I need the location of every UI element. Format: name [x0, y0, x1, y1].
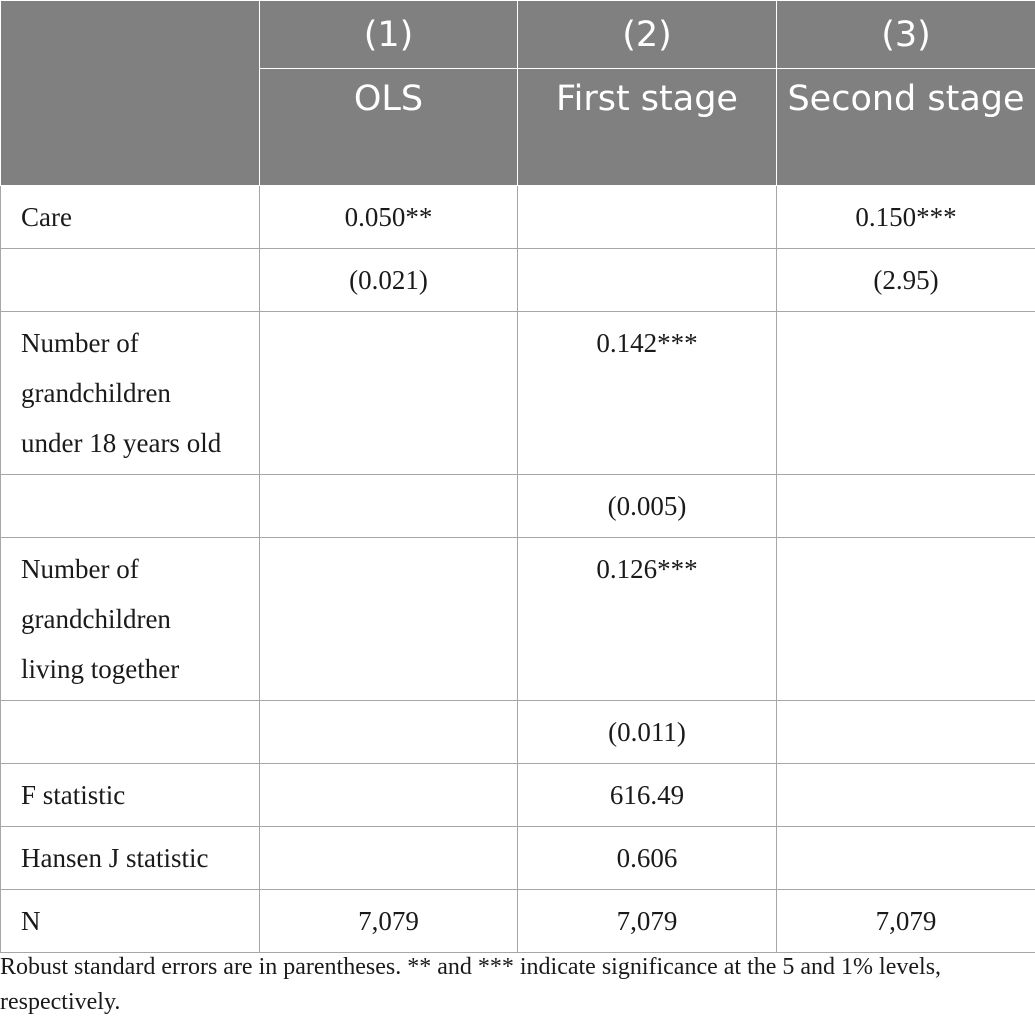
- row-label: Number of grandchildren living together: [1, 538, 260, 701]
- cell-value: [260, 538, 518, 701]
- table-row: [1, 312, 1035, 475]
- row-label: Number of grandchildren under 18 years old: [1, 312, 260, 475]
- cell-value: 616.49: [518, 764, 777, 827]
- cell-value: 7,079: [260, 890, 518, 953]
- table-row: [1, 890, 1035, 953]
- row-label: Care: [1, 186, 260, 249]
- cell-value: 0.126***: [518, 538, 777, 701]
- cell-value: 7,079: [777, 890, 1035, 953]
- table-row: [1, 186, 1035, 249]
- table-footnote: Robust standard errors are in parentheses. ** and *** indicate significance at the 5 and 1% levels, respectively.: [0, 954, 942, 1015]
- header-number-row: [1, 1, 1035, 69]
- cell-value: (0.011): [518, 701, 777, 764]
- cell-value: (2.95): [777, 249, 1035, 312]
- cell-value: [518, 186, 777, 249]
- cell-value: 0.150***: [777, 186, 1035, 249]
- cell-value: [260, 827, 518, 890]
- cell-value: [777, 475, 1035, 538]
- cell-value: (0.005): [518, 475, 777, 538]
- table-row: [1, 249, 1035, 312]
- cell-value: [518, 249, 777, 312]
- row-label: F statistic: [1, 764, 260, 827]
- cell-value: [777, 764, 1035, 827]
- column-model-3: Second stage: [777, 69, 1035, 186]
- row-label: [1, 475, 260, 538]
- row-label: [1, 249, 260, 312]
- cell-value: (0.021): [260, 249, 518, 312]
- cell-value: [777, 827, 1035, 890]
- header-stub-cell: [1, 1, 260, 186]
- cell-value: [260, 764, 518, 827]
- cell-value: [777, 312, 1035, 475]
- column-model-2: First stage: [518, 69, 777, 186]
- column-number-1: (1): [260, 1, 518, 69]
- cell-value: [777, 538, 1035, 701]
- cell-value: [260, 312, 518, 475]
- cell-value: 0.050**: [260, 186, 518, 249]
- cell-value: [260, 475, 518, 538]
- column-number-3: (3): [777, 1, 1035, 69]
- cell-value: [260, 701, 518, 764]
- cell-value: [777, 701, 1035, 764]
- table-row: [1, 827, 1035, 890]
- cell-value: 0.606: [518, 827, 777, 890]
- row-label: [1, 701, 260, 764]
- row-label: Hansen J statistic: [1, 827, 260, 890]
- row-label: N: [1, 890, 260, 953]
- cell-value: 0.142***: [518, 312, 777, 475]
- table-row: [1, 475, 1035, 538]
- table-row: [1, 764, 1035, 827]
- table-row: [1, 538, 1035, 701]
- column-model-1: OLS: [260, 69, 518, 186]
- column-number-2: (2): [518, 1, 777, 69]
- table-row: [1, 701, 1035, 764]
- cell-value: 7,079: [518, 890, 777, 953]
